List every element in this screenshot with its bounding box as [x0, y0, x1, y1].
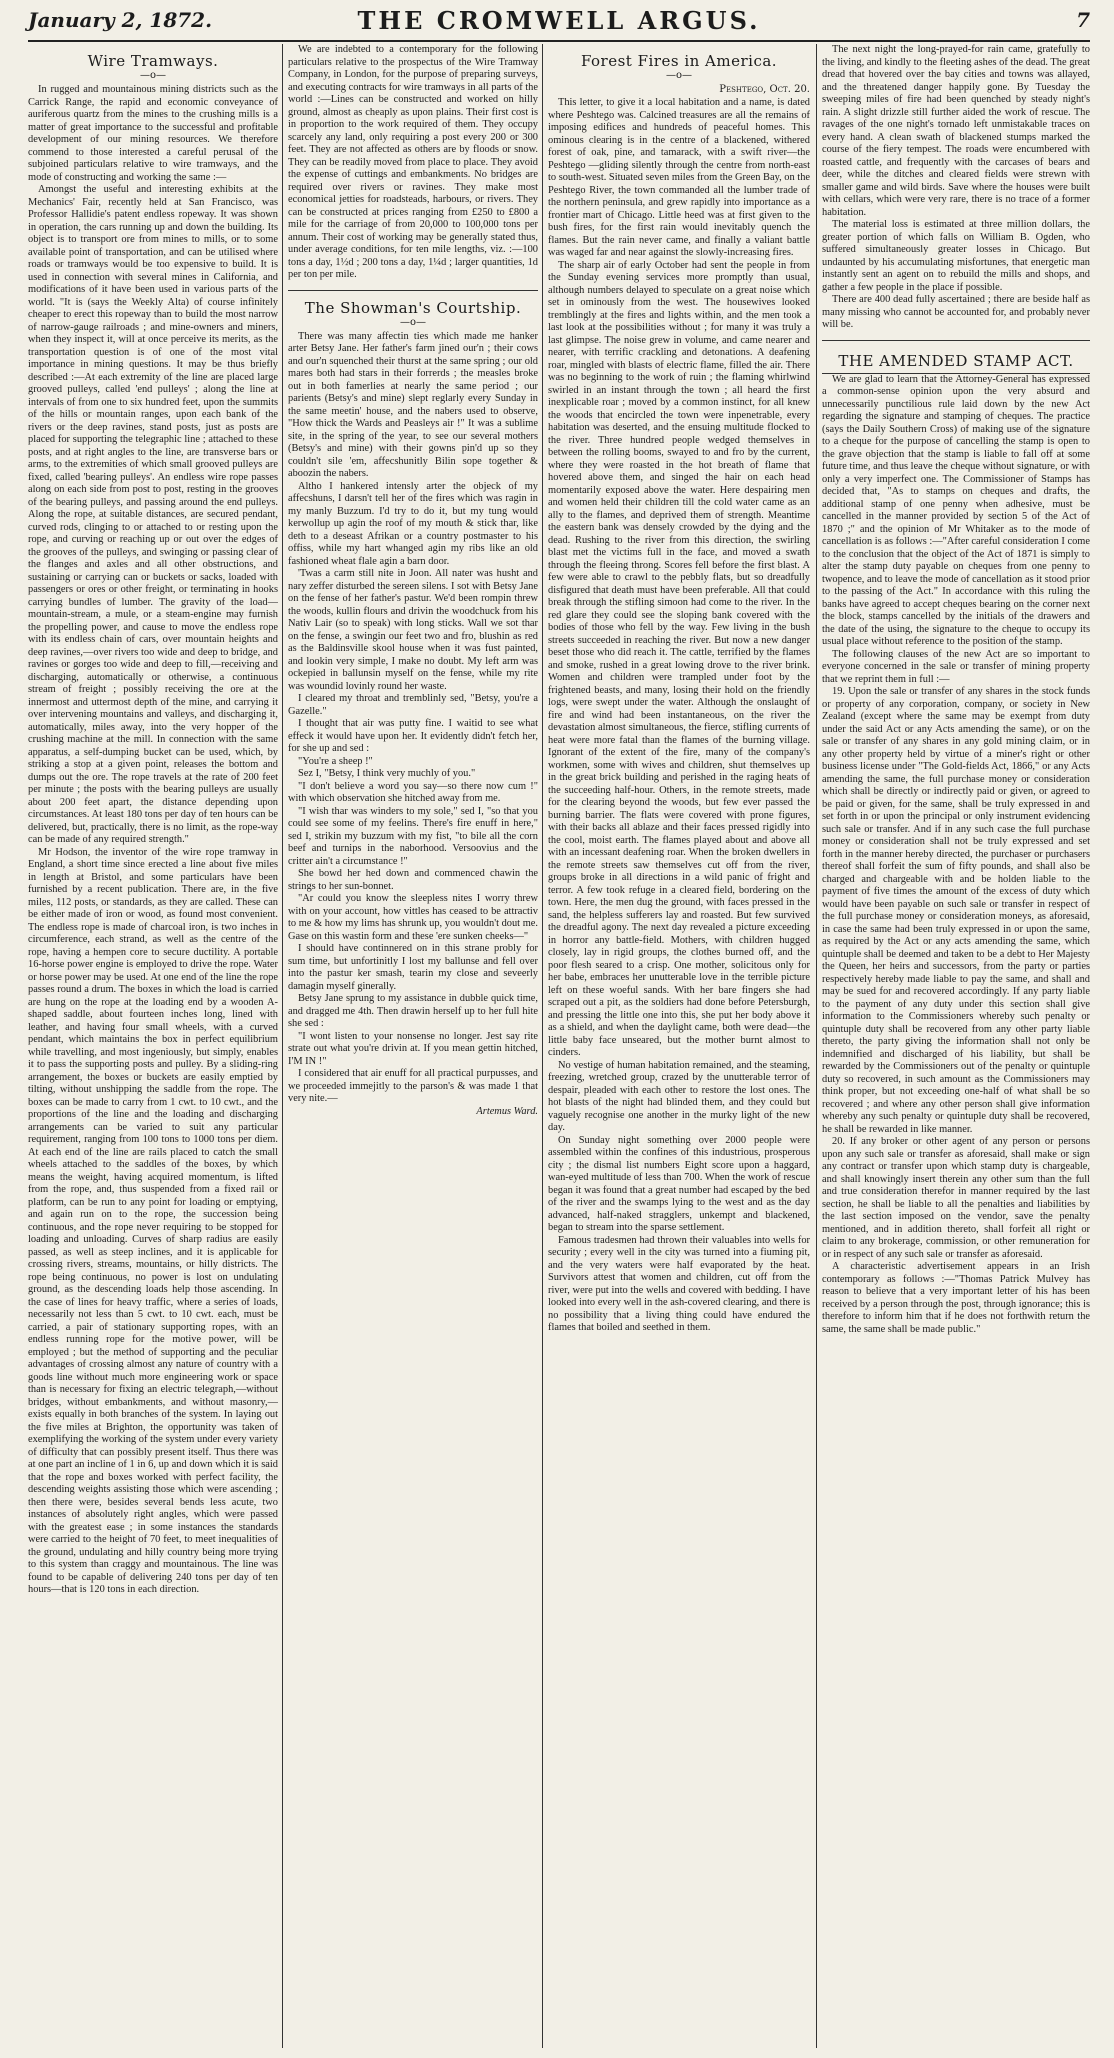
- article-title-showman: The Showman's Courtship.: [304, 298, 522, 317]
- stamp-act-header-box: [822, 340, 1090, 374]
- column-2: [288, 44, 538, 2048]
- forest-fires-paragraph: No vestige of human habitation remained, and the steaming, freezing, wretched group, crazed by the unutterable terror of despair, pleaded with each other to restore the lost ones. The hot blasts of the night had blinded them, and they could but vaguely recognise one another in the murky light of the new day.: [548, 1059, 810, 1133]
- showman-paragraph: 'Twas a carm still nite in Joon. All nater was husht and nary zeffer disturbed the sereen silens. I sot with Betsy Jane on the fense of her father's pastur. We'd been rompin threw the woods, kullin flours and drivin the woodchuck from his Nativ Lair (so to speak) with long sticks. Wall we sot thar on the fense, a swingin our feet two and fro, blushin as red as the Baldinsville skool house when it was fust painted, and lookin very simple, I make no doubt. My left arm was ockepied in ballunsin myself on the fense, while my rite was woundid lovinly round her waste.: [288, 568, 538, 692]
- stamp-act-paragraph: 20. If any broker or other agent of any person or persons upon any such sale or transfer as aforesaid, shall make or sign any contract or transfer upon which stamp duty is chargeable, and shall knowingly insert therein any other sum than the full and true consideration therefor in manner required by the last section, he shall be liable to all the penalties and liabilities by the last section imposed on the vendor, save the penalty mentioned, and in addition thereto, shall forfeit all right or claim to any brokerage, commission, or other remuneration for or in respect of any such sale or transfer as aforesaid.: [822, 1136, 1090, 1260]
- dateline: Peshtego, Oct. 20.: [719, 84, 810, 95]
- showman-paragraph: "I don't believe a word you say—so there now cum !" with which observation she hitched away from me.: [288, 780, 538, 804]
- wire-tramways-paragraph-3: Mr Hodson, the inventor of the wire rope tramway in England, a short time since erected a line about five miles in length at Bristol, and some particulars have been furnished by a recent publication. There are, in the five miles, 112 posts, or standards, as they are called. These can be either made of iron or wood, as found most convenient. The endless rope is made of charcoal iron, is two inches in circumference, each strand, as well as the centre of the rope, having a hempen core to secure ductility. A portable 16-horse power engine is employed to drive the rope. Water or horse power may be used. At one end of the line the rope passes round a drum. The boxes in which the load is carried are hung on the rope at the loading end by a wooden A-shaped saddle, about fourteen inches long, lined with leather, and having four small wheels, with a curved pendant, which maintains the box in perfect equilibrium while travelling, and most ingeniously, but simply, enables it to pass the supporting posts and pulley. By a sliding-ring arrangement, the boxes or buckets are easily emptied by tilting, without unshipping the saddle from the rope. The boxes can be made to carry from 1 cwt. to 10 cwt., and the proportions of the line and the loading and discharging arrangements can be varied to suit any particular requirement, ranging from 100 tons to 1000 tons per diem. At each end of the line are rails placed to catch the small wheels attached to the saddles of the boxes, by which means the weight, having acquired momentum, is lifted from the rope, and, thus suspended from a fixed rail or platform, can be run to any point for loading or emptying, and again run on to the rope, the succession being continuous, and the rope never requiring to be stopped for loading and unloading. Curves of sharp radius are easily passed, as well as steep inclines, and it is applicable for crossing rivers, streams, mountains, or hilly districts. The rope being continuous, no power is lost on undulating ground, as the descending loads help those ascending. In the case of lines for heavy traffic, where a series of loads, necessarily not less than 5 cwt. to 10 cwt. each, must be carried, a pair of stationary supporting ropes, with an endless running rope for the motive power, will be employed ; but the method of supporting and the peculiar advantages of crossing almost any nature of country with a goods line without much more engineering work or space than is necessary for fixing an electric telegraph,—without bridges, without embankments, and without masonry,—exists equally in both branches of the system. In laying out the five miles at Brighton, the opportunity was taken of exemplifying the working of the system under every variety of difficulty that can possibly present itself. Thus there was at one part an incline of 1 in 6, up and down which it is said that the rope and boxes worked with perfect facility, the descending weights assisting those which were ascending ; then there were, besides several bends less acute, two instances of absolutely right angles, which were passed with the greatest ease ; in some instances the standards were carried to the height of 70 feet, to meet inequalities of the ground, undulating and hilly country being more trying to this system than craggy and mountainous. The line was found to be capable of delivering 240 tons per day of ten hours—that is 120 tons in each direction.: [28, 846, 278, 1595]
- wire-tramways-paragraph-1: In rugged and mountainous mining districts such as the Carrick Range, the rapid and economic conveyance of auriferous quartz from the mines to the crushing mills is a matter of great importance to the successful and profitable development of our mining resources. We therefore commend to those interested a careful perusal of the subjoined particulars relative to wire tramways, and the mode of constructing and working the same :—: [28, 84, 278, 183]
- forest-fires-paragraph: The next night the long-prayed-for rain came, gratefully to the living, and kindly to the fleeting ashes of the dead. The great dread that hovered over the bay cities and towns was allayed, and the threatened danger happily gone. By Tuesday the sweeping miles of fire had been quenched by steady night's rain. A slight drizzle still further aided the work of rescue. The ravages of the one night's tornado left unmistakable traces on every hand. A clean swath of blackened stumps marked the course of the fiery tempest. The roads were encumbered with roasted cattle, and frequently with the carcases of bears and deer, while the ditches and cleared fields were strewn with smaller game and wild birds. Save where the houses were built with cellars, which were very rare, there is no trace of a former habitation.: [822, 44, 1090, 218]
- showman-paragraph: There was many affectin ties which made me hanker arter Betsy Jane. Her father's farm jined our'n ; their cows and our'n squenched their thurst at the same spring ; our old mares both had stars in their forrerds ; the measles broke out in both famerlies at nearly the same period ; our parients (Betsy's and mine) slept reglarly every Sunday in the same meetin' house, and the nabers used to observe, "How thick the Wards and Peasleys air !" It was a sublime site, in the spring of the year, to see our several mothers (Betsy's and mine) with their gowns pin'd up so they couldn't sile 'em, affecshunitly Bilin sope together & aboozin the nabers.: [288, 330, 538, 479]
- showman-paragraph: "You're a sheep !": [298, 755, 373, 767]
- forest-fires-paragraph: There are 400 dead fully ascertained ; there are beside half as many missing who cannot be accounted for, and probably never will be.: [822, 294, 1090, 330]
- title-ornament: —o—: [665, 70, 693, 81]
- showman-paragraph: Sez I, "Betsy, I think very muchly of you.": [298, 768, 476, 779]
- stamp-act-paragraph: 19. Upon the sale or transfer of any shares in the stock funds or property of any corporation, company, or society in New Zealand (except where the same may be exempt from duty under the said Act or any Acts amending the same), or on the sale or transfer of any shares in any gold mining claim, or in any other property held by virtue of a miner's right or other business license under "The Gold-fields Act, 1866," or any Acts amending the same, the full purchase money or consideration which shall be directly or indirectly paid or given, or agreed to be paid or given, for the same, shall be truly expressed in and set forth in or upon the principal or only instrument evidencing such sale or transfer. And if in any such case the full purchase money or consideration shall not be truly expressed and set forth in the manner hereby directed, the purchaser or purchasers thereof shall forfeit the sum of fifty pounds, and shall also be charged and chargeable with and be holden liable to the payment of five times the amount of the excess of duty which would have been payable on such sale or transfer in respect of the full purchase money or consideration moneys, as aforesaid, in case the same had been truly expressed in or upon the same, as required by the Act or any acts amending the same, which quintuple shall be deemed and taken to be a debt to Her Majesty the Queen, her heirs and successors, from the party or parties respectively hereby made liable to pay the same, and shall and may be sued for and recovered accordingly. If any party liable to the payment of any duty under this section shall give information to the Commissioners whereby such penalty or quintuple duty shall be recovered from any other party liable thereto, the party giving the information shall not only be indemnified and discharged of his liability, but shall be rewarded by the Commissioners out of the penalty or quintuple duty so recovered, in such amount as the Commissioners may think proper, but not exceeding one-half of what shall be so recovered ; and where any other person shall give information whereby any such penalty or quintuple duty shall be recovered, he shall be rewarded in like manner.: [822, 686, 1090, 1135]
- showman-paragraph: "Ar could you know the sleepless nites I worry threw with on your account, how vittles has ceased to be attractiv to me & how my lims has shrunk up, you wouldn't dout me. Gase on this wastin form and these 'ere sunken cheeks—": [288, 893, 538, 942]
- article-title-wire-tramways: Wire Tramways.: [87, 52, 219, 70]
- forest-fires-paragraph: Famous tradesmen had thrown their valuables into wells for security ; every well in the city was turned into a fiuming pit, and the very waters were half evaporated by the heat. Survivors attest that women and children, cut off from the river, were put into the wells and covered with bedding. I have looked into every well in the ash-covered clearing, and there is no possibility that a living thing could have endured the flames that boiled and seethed in them.: [548, 1234, 810, 1333]
- article-title-stamp-act: THE AMENDED STAMP ACT.: [838, 351, 1074, 370]
- masthead: [28, 6, 1090, 36]
- article-separator: [288, 290, 538, 291]
- column-divider: [542, 44, 543, 2048]
- showman-paragraph: I should have continnered on in this strane probly for sum time, but unfortinitly I lost my ballunse and fell over into the pastur ker smash, tearin my close and seveerly damagin myself ginerally.: [288, 943, 538, 992]
- showman-signature: Artemus Ward.: [476, 1105, 538, 1117]
- title-ornament: —o—: [139, 70, 167, 81]
- column-1: [28, 44, 278, 2048]
- forest-fires-paragraph: This letter, to give it a local habitation and a name, is dated where Peshtego was. Calcined treasures are all the remains of imposing edifices and hundreds of peaceful homes. This ominous clearing is in the centre of a blackened, withered forest of oak, pine, and tamarack, with a swift river—the Peshtego —gliding silently through the centre from north-east to south-west. Situated seven miles from the Green Bay, on the Peshtego River, the town commanded all the lumber trade of the northern peninsula, and grew rapidly into importance as a frontier mart of Chicago. Little heed was at first given to the bush fires, for the first rain would inevitably quench the flames. But the rain never came, and finally a valiant battle was waged far and near against the slowly-increasing fires.: [548, 97, 810, 258]
- showman-paragraph: She bowd her hed down and commenced chawin the strings to her sun-bonnet.: [288, 868, 538, 892]
- article-title-forest-fires: Forest Fires in America.: [580, 52, 778, 70]
- column-divider: [282, 44, 283, 2048]
- title-ornament: —o—: [399, 316, 427, 328]
- showman-paragraph: I considered that air enuff for all practical purpusses, and we proceeded immejitly to the parson's & was made 1 that very nite.—: [288, 1068, 538, 1104]
- showman-paragraph: "I wish thar was winders to my sole," sed I, "so that you could see some of my feelins. There's fire enuff in here," sed I, strikin my buzzum with my fist, "to bile all the corn beef and turnips in the naborhood. Versoovius and the critter ain't a circumstance !": [288, 805, 538, 867]
- page-number: 7: [1076, 8, 1090, 32]
- showman-paragraph: I thought that air was putty fine. I waitid to see what effeck it would have upon her. It evidently didn't fetch her, for she up and sed :: [288, 718, 538, 754]
- masthead-rule: [28, 40, 1090, 42]
- stamp-act-paragraph: We are glad to learn that the Attorney-General has expressed a common-sense opinion upon the very absurd and unnecessarily punctilious rule laid down by the new Act regarding the signature and stamping of cheques. The practice (says the Daily Southern Cross) of making use of the signature to a cheque for the purpose of cancelling the stamp is open to the grave objection that the stamp is liable to fall off at some future time, and thus leave the cheque without signature, or with only a very imperfect one. The Commissioner of Stamps has decided that, "As to stamps on cheques and drafts, the additional stamp of one penny when adhesive, must be cancelled in the manner provided by section 5 of the Act of 1870 ;" and the opinion of Mr Whitaker as to the mode of cancellation is as follows :—"After careful consideration I come to the conclusion that the object of the Act of 1871 is simply to alter the stamp duty payable on cheques from one penny to twopence, and to leave the mode of cancellation as it stood prior to the passing of the Act." In accordance with this ruling the banks have agreed to accept cheques bearing on the corner next the block, stamps cancelled by the initials of the drawers and the date of the using, the signature to the cheque to occupy its usual place without reference to the position of the stamp.: [822, 373, 1090, 647]
- issue-date: January 2, 1872.: [28, 8, 213, 32]
- showman-paragraph: Betsy Jane sprung to my assistance in dubble quick time, and dragged me 4th. Then drawin herself up to her full hite she sed :: [288, 993, 538, 1029]
- stamp-act-paragraph: The following clauses of the new Act are so important to everyone concerned in the sale or transfer of mining property that we reprint them in full :—: [822, 648, 1090, 685]
- column-divider: [816, 44, 817, 2048]
- wire-tramways-paragraph-2: Amongst the useful and interesting exhibits at the Mechanics' Fair, recently held at San Francisco, was Professor Hallidie's patent endless ropeway. It was shown in operation, the cars running up and down the building. Its object is to transport ore from mines to mills, or to some available point of transportation, and can be utilised where roads or tramways would be too expensive to build. It is used in connection with several mines in California, and modifications of it have been used in various parts of the world. "It is (says the Weekly Alta) of course infinitely cheaper to erect this ropeway than to build the most narrow of narrow-gauge railroads ; and mine-owners and miners, when they inspect it, will at once perceive its merits, as the transportation question is of one of the most vital importance in mining questions. It may be thus briefly described :—At each extremity of the line are placed large grooved pulleys, called 'end pulleys' ; along the line at intervals of from one to six hundred feet, upon the summits of the hills or mountain ranges, upon each bank of the rivers or the deep ravines, stand posts, just as posts are placed for supporting the telegraphic line ; attached to these posts, and at right angles to the line, are transverse bars or arms, to the extremities of which small grooved pulleys are fixed, called 'bearing pulleys'. An endless wire rope passes along on each side from post to post, resting in the grooves of the bearing pulleys, and passing around the end pulleys. Along the rope, at suitable distances, are secured pendant, curved rods, clinging to or attached to or resting upon the rope, and curving or reaching up or out over the edges of the grooves of the pulleys, and swinging or passing clear of the flanges and axles and all other obstructions, and sustaining or carrying can or buckets or sacks, loaded with passengers or ores or other freight, or terminating in hooks carrying bundles of lumber. The gravity of the load—mountain-stream, a mule, or a steam-engine may furnish the propelling power, and cause to move the endless rope with its endless chain of cars, over mountain heights and deep ravines,—over rivers too wide and deep to bridge, and ravines or gorges too wide and deep to fill,—receiving and discharging, automatically or otherwise, a continuous stream of freight ; possibly receiving the ore at the innermost and uttermost depth of the mine, and carrying it over intervening mountains and valleys, and discharging it, automatically, miles away, into the very hopper of the crushing machine at the mill. In connection with the same apparatus, a self-dumping bucket can be used, which, by striking a stop at a given point, releases the bottom and dumps out the ore. The rope travels at the rate of 200 feet per minute ; the posts with the bearing pulleys are usually about 200 feet apart, the distance depending upon circumstances. At least 180 tons per day of ten hours can be delivered, but, practically, there is no limit, as the rope-way can be made of any required strength.": [28, 184, 278, 845]
- stamp-act-paragraph: A characteristic advertisement appears in an Irish contemporary as follows :—"Thomas Patrick Mulvey has reason to believe that a very important letter of his has been received by a person through the post, through ignorance; this is therefore to inform him that if he does not forthwith return the same, the same shall be made public.": [822, 1261, 1090, 1335]
- showman-paragraph: "I wont listen to your nonsense no longer. Jest say rite strate out what you're drivin at. If you mean gettin hitched, I'M IN !": [288, 1030, 538, 1067]
- column-4: [822, 44, 1090, 2048]
- column-3: [548, 44, 810, 2048]
- forest-fires-paragraph: The material loss is estimated at three million dollars, the greater portion of which falls on William B. Ogden, who suffered simultaneously greater losses in Chicago. But undaunted by his accumulating misfortunes, that energetic man instantly sent an agent on to rebuild the mills and shops, and gather a few people in the place if possible.: [822, 219, 1090, 293]
- forest-fires-paragraph: The sharp air of early October had sent the people in from the Sunday evening services more promptly than usual, although numbers delayed to speculate on a great noise which set in ominously from the west. The housewives looked tremblingly at the fires and lights within, and the men took a last look at the possibilities without ; for many it was truly a last glimpse. The noise grew in volume, and came nearer and nearer, with terrific crackling and detonations. A deafening roar, mingled with blasts of electric flame, filled the air. There was no beginning to the work of ruin ; the flaming whirlwind swirled in an instant through the town ; all heard the first inexplicable roar ; moved by a common instinct, for all knew the woods that encircled the town were inpenetrable, every habitation was deserted, and the ensuing multitude flocked to the river. Three hundred people wedged themselves in between the rolling booms, swayed to and fro by the current, where they were roasted in the hot breath of flame that hovered above them, and singed the hair on each head momentarily exposed above the water. Here despairing men and women held their children till the cold water came as an ally to the flames, and deprived them of strength. Meantime the eastern bank was densely crowded by the dying and the dead. Rushing to the river from this direction, the swirling blast met the victims full in the face, and moved a swath through the fleeing throng. Scores fell before the first blast. A few were able to crawl to the pebbly flats, but so dreadfully disfigured that death must have been preferable. All that could break through the stifling simoon had come to the river. In the red glare they could see the sloping bank covered with the bodies of those who fell by the way. Few living in the bush streets succeeded in reaching the river. But now a new danger beset those who did reach it. The cattle, terrified by the flames and smoke, rushed in a great lowing drove to the river brink. Women and children were trampled under foot by the frightened beasts, and many, losing their hold on the friendly logs, were swept under the water. Although the onslaught of fire and wind had been instantaneous, on the river the devastation almost simultaneous, the fierce, stifling currents of heat were more fatal than the flames of the burning village. Ignorant of the extent of the fire, many of the company's workmen, some with wives and children, shut themselves up in the great brick building and perished in the raging heats of the succeeding half-hour. Others, in the remote streets, made for the clearing beyond the woods, but few ever passed the burning barrier. The flats were covered with prone figures, with their backs all ablaze and their faces pressed rigidly into the cool, moist earth. The flames played about and above all with an incessant deafening roar. When the broken dwellers in the remote streets saw themselves cut off from the river, groups broke in all directions in a wild panic of fright and terror. A few took refuge in a cleared field, bordering on the town. Here, the men dug the ground, with faces pressed in the sand, the helpless sufferers lay and roasted. But few survived the dreadful agony. The next day revealed a picture exceeding in horror any battle-field. Mothers, with children hugged closely, lay in rigid groups, the clothes burned off, and the poor flesh seared to a crisp. One mother, solicitous only for her babe, embraces her unutterable love in the terrible picture left on these woeful sands. With her bare fingers she had scraped out a pit, as the soldiers had done before Petersburgh, and pressing the little one into this, she put her body above it as a shield, and when the daylight came, both were dead—the little baby face unseared, but the mother burnt almost to cinders.: [548, 259, 810, 1058]
- wire-tramways-paragraph-4: We are indebted to a contemporary for the following particulars relative to the prospectus of the Wire Tramway Company, in London, for the purpose of preparing surveys, and executing contracts for wire tramways in all parts of the world :—Lines can be constructed and worked on hilly ground, almost as cheaply as upon plains. Their first cost is in proportion to the work required of them. They occupy scarcely any land, only requiring a post every 200 or 300 feet. They are not affected as others are by floods or snow. They can be readily moved from place to place. They avoid the expense of cuttings and embankments. No bridges are required over rivers or ravines. They make most economical jetties for roadsteads, harbours, or rivers. They can be constructed at prices ranging from £250 to £800 a mile for the carriage of from 20,000 to 100,000 tons per annum. Their cost of working may be generally stated thus, under average conditions, for ten mile lengths, viz. :—100 tons a day, 1½d ; 200 tons a day, 1¼d ; larger quantities, 1d per ton per mile.: [288, 44, 538, 280]
- forest-fires-paragraph: On Sunday night something over 2000 people were assembled within the confines of this industrious, prosperous city ; the dismal list numbers Eight score upon a haggard, wan-eyed multitude of less than 700. When the work of rescue began it was found that a great number had escaped by the bed of the river and the swamps lying to the west and as the day advanced, half-naked stragglers, unkempt and blackened, began to stream into the sparse settlement.: [548, 1134, 810, 1233]
- newspaper-title: THE CROMWELL ARGUS.: [357, 6, 761, 35]
- showman-paragraph: Altho I hankered intensly arter the objeck of my affecshuns, I darsn't tell her of the fires which was ragin in my manly Buzzum. I'd try to do it, but my tung would kerwollup up agin the roof of my mouth & stick thar, like deth to a deseast Afrikan or a country postmaster to his offiss, while my hart whanged agin my ribs like an old fashioned wheat flale agin a barn door.: [288, 480, 538, 567]
- showman-paragraph: I cleared my throat and tremblinly sed, "Betsy, you're a Gazelle.": [288, 693, 538, 717]
